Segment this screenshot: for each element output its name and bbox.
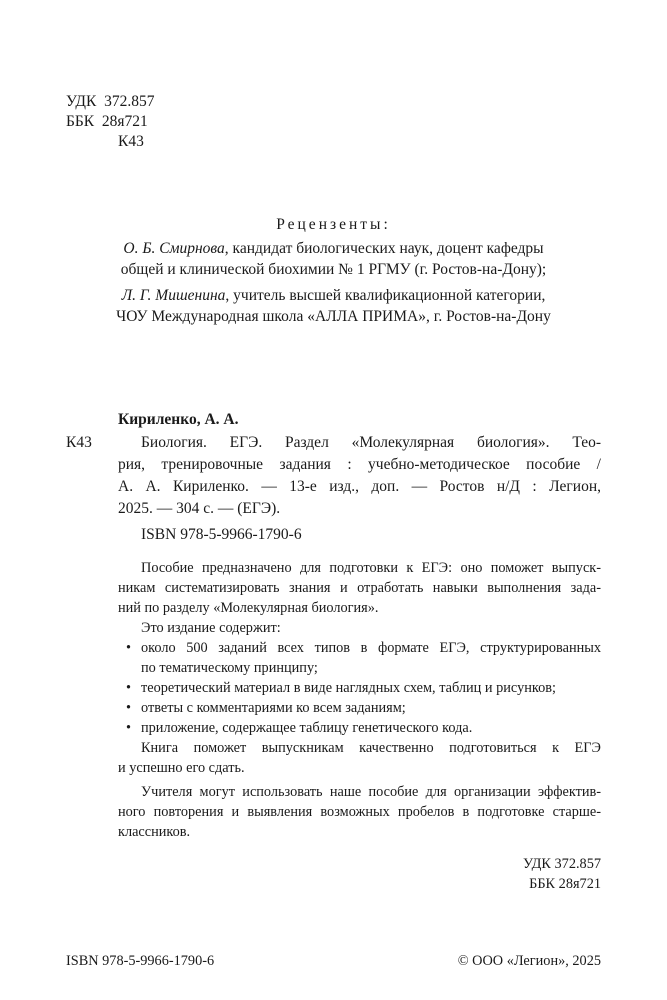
- annotation-line: и успешно его сдать.: [118, 760, 245, 776]
- reviewer-1-line-1: [0, 240, 667, 258]
- reviewer-2-line-2: ЧОУ Международная школа «АЛЛА ПРИМА», г. Ростов-на-Дону: [116, 308, 551, 325]
- bullet-item: теоретический материал в виде наглядных схем, таблиц и рисунков;: [141, 680, 556, 696]
- annotation-line: Это издание содержит:: [141, 620, 281, 636]
- record-line: Биология. ЕГЭ. Раздел «Молекулярная биология». Тео-: [141, 434, 601, 451]
- bullet-icon: •: [126, 640, 132, 656]
- bullet-icon: •: [126, 680, 132, 696]
- reviewer-name: Л. Г. Мишенина: [121, 287, 226, 304]
- bullet-icon: •: [126, 700, 132, 716]
- udk-line: [66, 93, 154, 111]
- record-line: А. А. Кириленко. — 13-е изд., доп. — Ростов н/Д : Легион,: [118, 478, 601, 495]
- bbk-label: ББК: [66, 113, 95, 130]
- copyright: © ООО «Легион», 2025: [457, 953, 601, 969]
- reviewer-2-line-1: [0, 287, 667, 305]
- isbn: ISBN 978-5-9966-1790-6: [141, 526, 302, 543]
- bullet-item: приложение, содержащее таблицу генетического кода.: [141, 720, 473, 736]
- annotation-udk: УДК 372.857: [522, 856, 601, 872]
- reviewer-info: , кандидат биологических наук, доцент кафедры: [224, 240, 544, 257]
- author-mark: К43: [118, 133, 144, 150]
- bbk-line: [66, 113, 148, 131]
- annotation-bbk: ББК 28я721: [529, 876, 601, 892]
- bullet-icon: •: [126, 720, 132, 736]
- reviewer-info: , учитель высшей квалификационной категории,: [225, 287, 546, 304]
- annotation-line: Пособие предназначено для подготовки к ЕГЭ: оно поможет выпуск-: [141, 560, 601, 576]
- reviewers-heading: Рецензенты:: [276, 216, 391, 233]
- reviewer-name: О. Б. Смирнова: [123, 240, 225, 257]
- annotation-line: Книга поможет выпускникам качественно подготовиться к ЕГЭ: [141, 740, 601, 756]
- record-line: 2025. — 304 с. — (ЕГЭ).: [118, 500, 281, 517]
- annotation-line: классников.: [118, 824, 191, 840]
- udk-code: 372.857: [104, 93, 155, 110]
- annotation-line: ний по разделу «Молекулярная биология».: [118, 600, 379, 616]
- udk-label: УДК: [66, 93, 97, 110]
- record-line: рия, тренировочные задания : учебно-методическое пособие /: [118, 456, 601, 473]
- annotation-line: Учителя могут использовать наше пособие для организации эффектив-: [141, 784, 601, 800]
- author-mark: К43: [66, 434, 92, 451]
- bullet-item-cont: по тематическому принципу;: [141, 660, 318, 676]
- bbk-code: 28я721: [101, 113, 148, 130]
- annotation-line: ного повторения и выявления возможных пробелов в подготовке старше-: [118, 804, 601, 820]
- author-heading: Кириленко, А. А.: [118, 411, 239, 428]
- bullet-item: около 500 заданий всех типов в формате ЕГЭ, структурированных: [141, 640, 601, 656]
- annotation-line: никам систематизировать знания и отработать навыки выполнения зада-: [118, 580, 601, 596]
- reviewer-1-line-2: общей и клинической биохимии № 1 РГМУ (г. Ростов-на-Дону);: [120, 261, 547, 278]
- bullet-item: ответы с комментариями ко всем заданиям;: [141, 700, 406, 716]
- footer-isbn: ISBN 978-5-9966-1790-6: [66, 953, 215, 969]
